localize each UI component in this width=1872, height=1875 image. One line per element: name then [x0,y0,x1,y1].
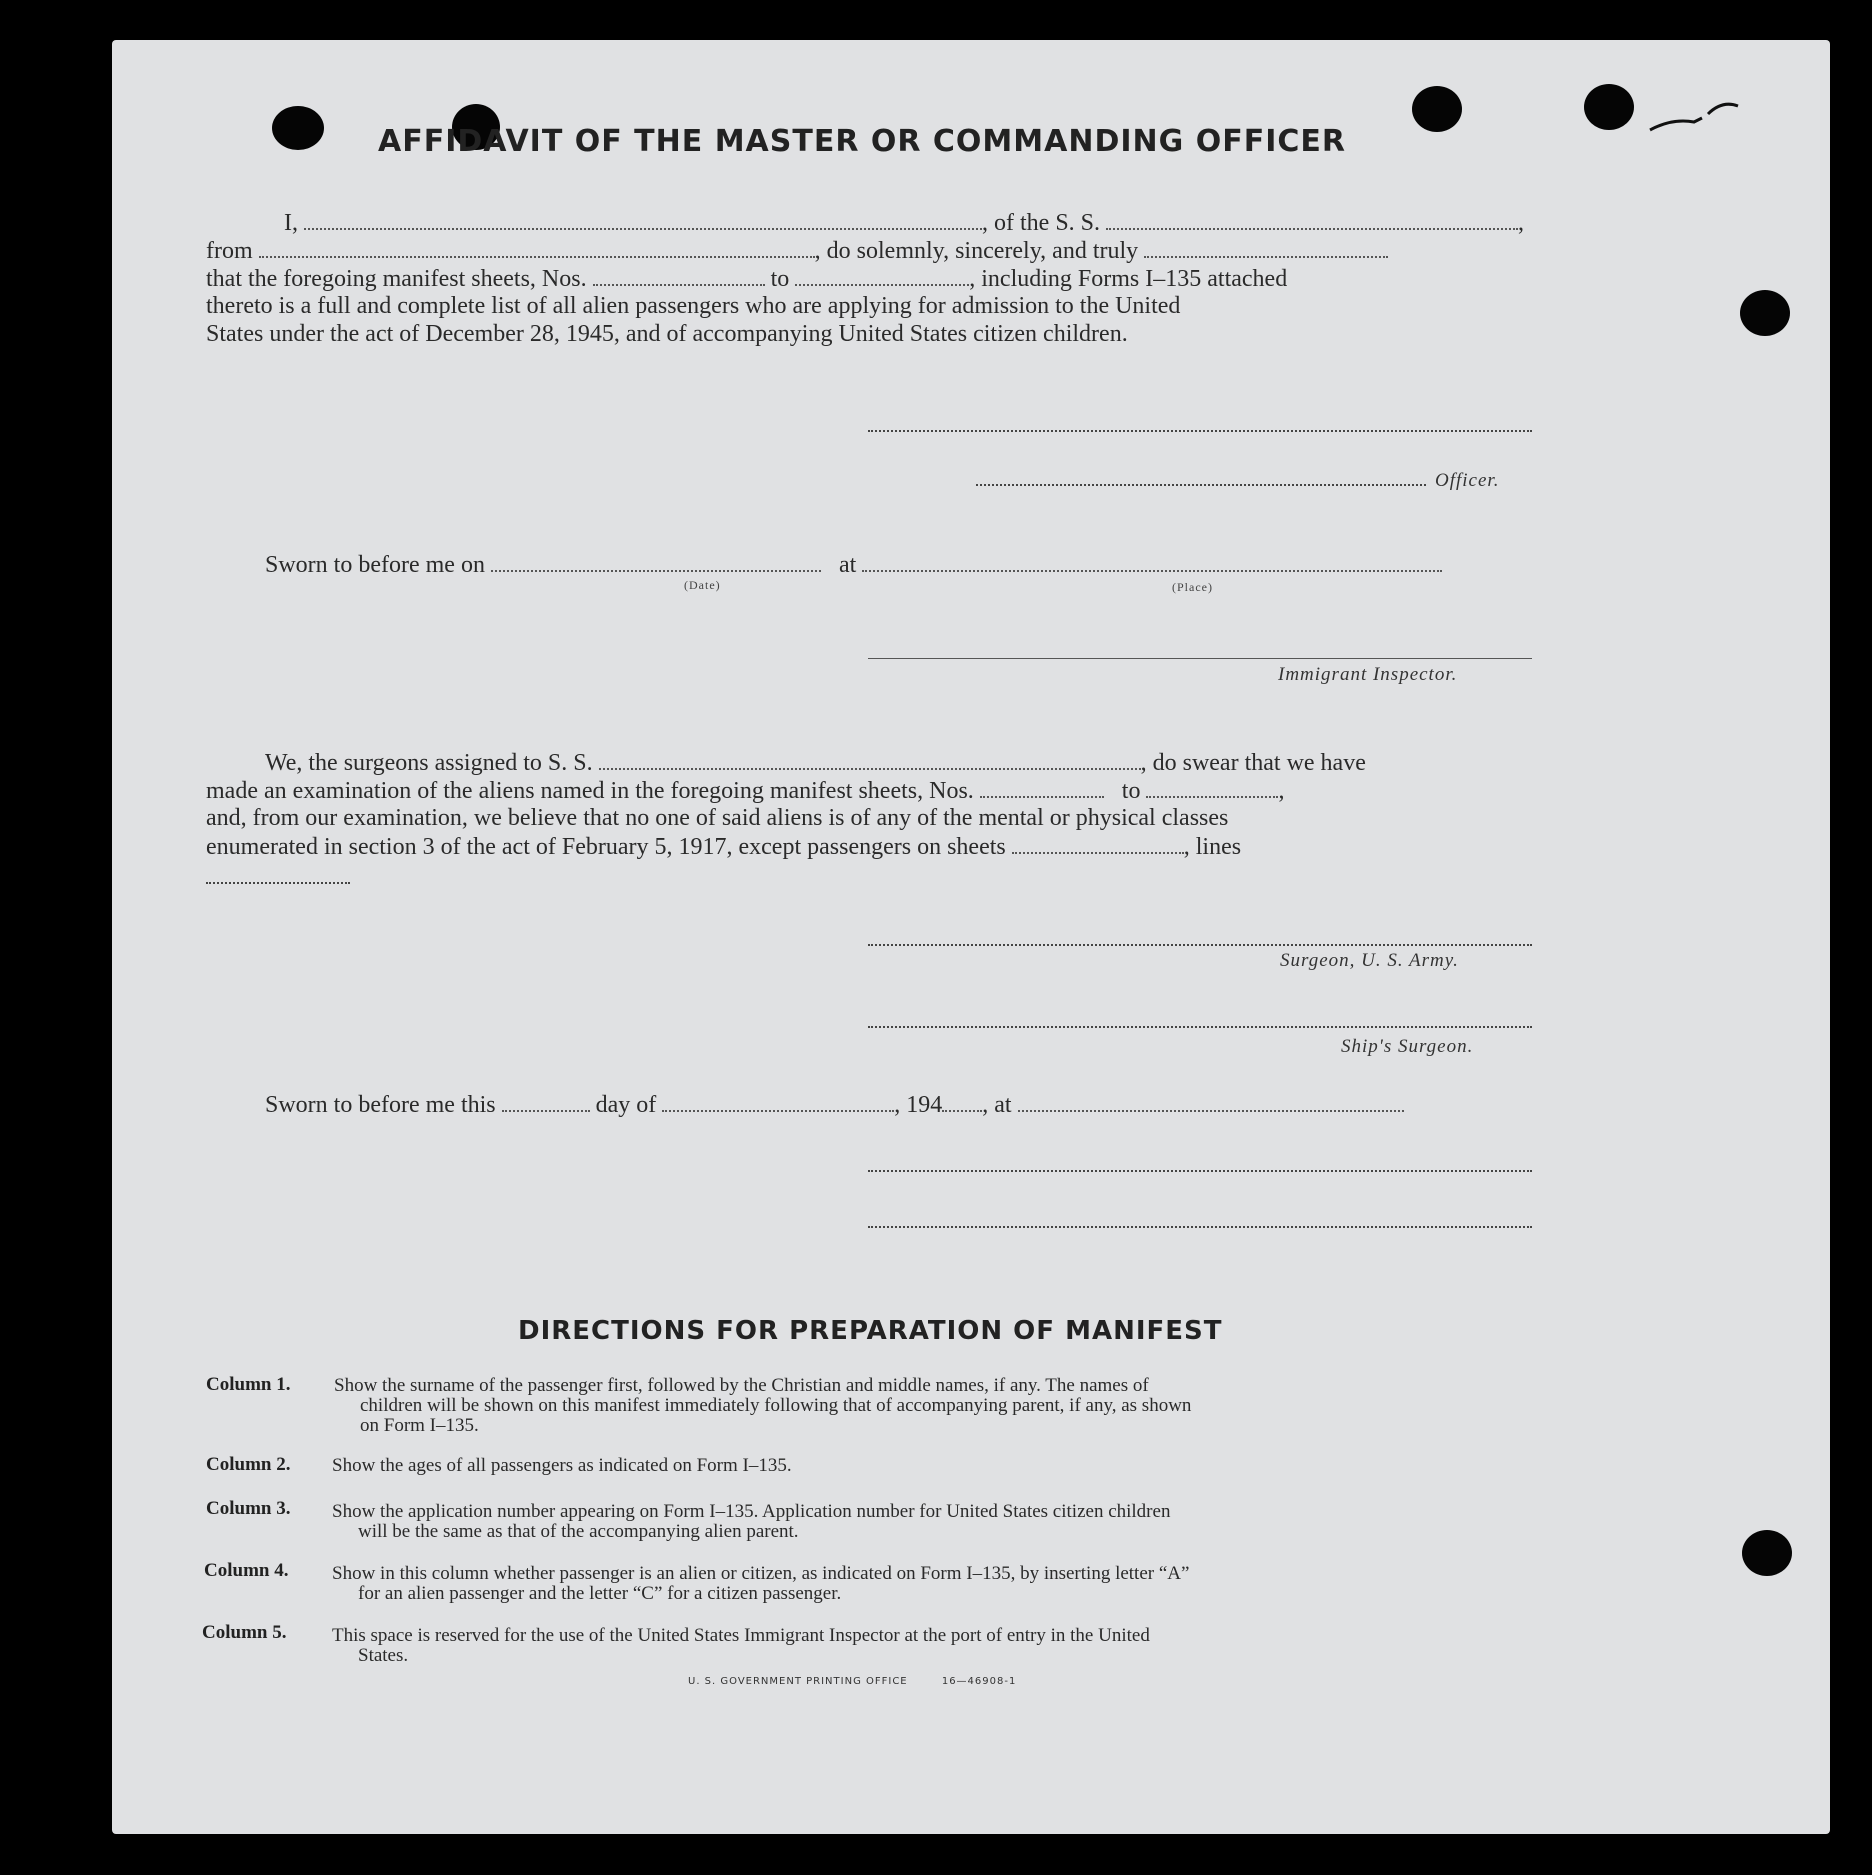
army-surgeon-signature-line[interactable] [868,944,1532,946]
surgeons-line-4: enumerated in section 3 of the act of February 5, 1917, except passengers on sheets , lines [206,834,1242,860]
date-caption: (Date) [684,578,721,592]
punch-hole [1584,84,1634,130]
officer-title-line[interactable] [976,484,1426,486]
name-field[interactable] [304,208,982,230]
except-sheets-field[interactable] [1012,832,1184,854]
surgeons-line-3: and, from our examination, we believe that no one of said aliens is of any of the mental or physical classes [206,805,1229,831]
sworn-date-field[interactable] [491,550,821,572]
surgeons-line-1: We, the surgeons assigned to S. S. , do swear that we have [265,750,1366,776]
punch-hole [1742,1530,1792,1576]
sworn2-place-field[interactable] [1018,1090,1404,1112]
sworn-this-day-line: Sworn to before me this day of , 194 , at [265,1090,1404,1119]
sheets-from-field[interactable] [593,264,765,286]
punch-hole [1740,290,1790,336]
punch-hole [1412,86,1462,132]
punch-hole [272,106,324,150]
column-3-text: Show the application number appearing on Form I–135. Application number for United States citizen children will be the same as that of the accompanying alien parent. [332,1501,1171,1542]
from-port-field[interactable] [259,236,815,258]
month-field[interactable] [662,1090,894,1112]
column-2-text: Show the ages of all passengers as indicated on Form I–135. [332,1455,792,1476]
sworn2-signature-line[interactable] [868,1170,1532,1172]
affidavit-line-5: States under the act of December 28, 1945, and of accompanying United States citizen children. [206,321,1128,347]
place-caption: (Place) [1172,580,1213,594]
affidavit-title: AFFIDAVIT OF THE MASTER OR COMMANDING OFFICER [378,124,1346,159]
affidavit-line-3: that the foregoing manifest sheets, Nos. to , including Forms I–135 attached [206,266,1288,292]
printer-footer: U. S. GOVERNMENT PRINTING OFFICE 16—46908-1 [688,1676,1017,1687]
year-field[interactable] [942,1090,982,1112]
directions-title: DIRECTIONS FOR PREPARATION OF MANIFEST [518,1316,1223,1346]
sworn-place-field[interactable] [862,550,1442,572]
affidavit-line-2: from , do solemnly, sincerely, and truly [206,236,1388,265]
affidavit-line-1: I, , of the S. S. , [284,210,1525,236]
day-field[interactable] [502,1090,590,1112]
exam-sheets-from-field[interactable] [980,776,1104,798]
declaration-field[interactable] [1144,236,1388,258]
lines-field[interactable] [206,882,350,884]
officer-label: Officer. [1435,470,1500,491]
ship-surgeon-signature-line[interactable] [868,1026,1532,1028]
officer-signature-line[interactable] [868,430,1532,432]
sheets-to-field[interactable] [795,264,969,286]
army-surgeon-label: Surgeon, U. S. Army. [1280,950,1459,971]
column-5-text: This space is reserved for the use of the United States Immigrant Inspector at the port of entry in the United States. [332,1625,1150,1666]
column-2-label: Column 2. [206,1454,291,1475]
column-1-text: Show the surname of the passenger first, followed by the Christian and middle names, if any. The names of children will be shown on this manifest immediately following that of accompanying parent, if any, as shown on Form I–135. [334,1375,1192,1436]
column-3-label: Column 3. [206,1498,291,1519]
surgeons-line-2: made an examination of the aliens named in the foregoing manifest sheets, Nos. to , [206,778,1285,804]
ship-name-field[interactable] [1106,208,1518,230]
ship-surgeon-label: Ship's Surgeon. [1341,1036,1474,1057]
sworn2-title-line[interactable] [868,1226,1532,1228]
inspector-label: Immigrant Inspector. [1278,664,1458,685]
surgeon-ship-field[interactable] [599,748,1141,770]
pen-mark [1642,96,1742,136]
column-4-text: Show in this column whether passenger is an alien or citizen, as indicated on Form I–135, by inserting letter “A” for an alien passenger and the letter “C” for a citizen passenger. [332,1563,1190,1604]
column-5-label: Column 5. [202,1622,287,1643]
affidavit-line-4: thereto is a full and complete list of all alien passengers who are applying for admission to the United [206,293,1181,319]
column-4-label: Column 4. [204,1560,289,1581]
column-1-label: Column 1. [206,1374,291,1395]
sworn-before-line: Sworn to before me on at [265,550,1442,579]
document-page [112,40,1830,1834]
exam-sheets-to-field[interactable] [1146,776,1278,798]
inspector-signature-line[interactable] [868,658,1532,659]
